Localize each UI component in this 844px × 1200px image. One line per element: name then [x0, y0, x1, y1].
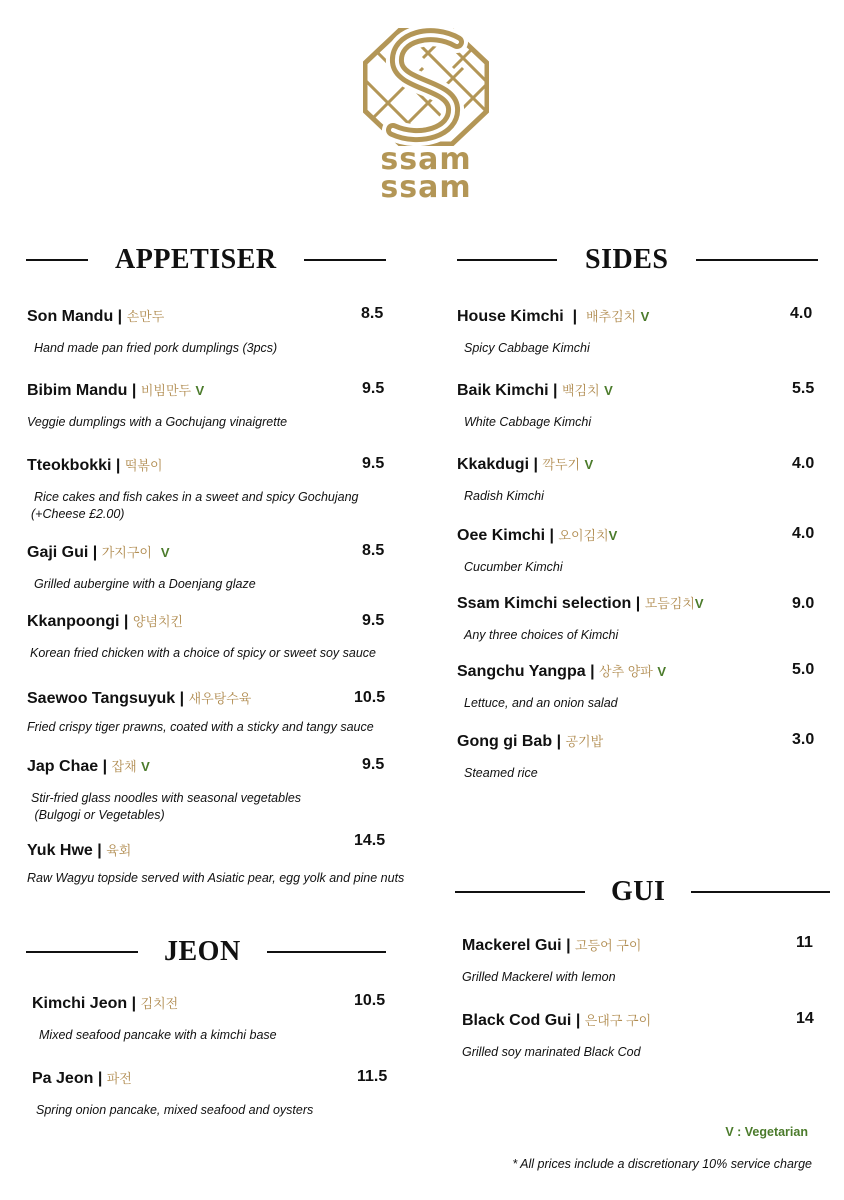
item-description: White Cabbage Kimchi [464, 415, 592, 429]
item-description: Mixed seafood pancake with a kimchi base [39, 1028, 277, 1042]
ssam-logo-icon [363, 28, 489, 146]
item-description: Fried crispy tiger prawns, coated with a sticky and tangy sauce [27, 720, 374, 734]
menu-item-gong-gi-bab [457, 731, 603, 782]
item-description: Any three choices of Kimchi [464, 628, 619, 642]
separator: | [179, 690, 185, 707]
gui-heading [455, 876, 830, 908]
item-price: 14.5 [354, 832, 386, 849]
brand-line-1: ssam [380, 142, 472, 177]
jeon-title: JEON [164, 936, 241, 967]
separator: | [115, 457, 121, 474]
vegetarian-mark: V [195, 383, 205, 398]
item-description: Hand made pan fried pork dumplings (3pcs) [34, 341, 278, 355]
menu-item-pa-jeon [32, 1068, 313, 1119]
item-name: Kimchi Jeon [32, 995, 128, 1012]
menu-item-tteokbokki [27, 455, 358, 523]
divider [26, 951, 138, 953]
item-description: Grilled aubergine with a Doenjang glaze [34, 577, 256, 591]
appetiser-heading [26, 244, 386, 276]
item-price: 8.5 [361, 305, 384, 322]
item-price: 9.5 [362, 756, 385, 773]
item-price: 9.5 [362, 612, 385, 629]
item-price: 3.0 [792, 731, 815, 748]
korean-name: 백김치 [561, 383, 600, 398]
item-price: 14 [796, 1010, 814, 1027]
item-description: Rice cakes and fish cakes in a sweet and spicy Gochujang [34, 490, 359, 504]
item-description: Raw Wagyu topside served with Asiatic pear, egg yolk and pine nuts [27, 871, 405, 885]
vegetarian-mark: V [584, 457, 594, 472]
brand-line-2: ssam [380, 170, 472, 205]
item-price: 9.5 [362, 380, 385, 397]
item-price: 11.5 [357, 1068, 388, 1085]
item-name: Kkanpoongi [27, 613, 120, 630]
item-name: Sangchu Yangpa [457, 663, 586, 680]
menu-item-black-cod-gui [462, 1010, 651, 1061]
korean-name: 은대구 구이 [584, 1013, 652, 1028]
sides-heading [457, 244, 818, 276]
korean-name: 김치전 [140, 996, 179, 1011]
separator: | [131, 995, 137, 1012]
service-charge-note: * All prices include a discretionary 10% service charge [512, 1157, 812, 1171]
menu-item-bibim-mandu [27, 380, 287, 431]
separator: | [92, 544, 98, 561]
item-description: Lettuce, and an onion salad [464, 696, 618, 710]
item-name: Kkakdugi [457, 456, 530, 473]
menu-item-oee-kimchi [457, 525, 617, 576]
korean-name: 양념치킨 [132, 614, 184, 629]
item-price: 4.0 [792, 525, 815, 542]
item-description: Spicy Cabbage Kimchi [464, 341, 590, 355]
korean-name: 상추 양파 [599, 664, 653, 679]
menu-item-yuk-hwe [27, 840, 404, 887]
item-description: Grilled Mackerel with lemon [462, 970, 616, 984]
item-name: Son Mandu [27, 308, 114, 325]
item-price: 10.5 [354, 689, 386, 706]
separator: | [123, 613, 129, 630]
item-description: Korean fried chicken with a choice of spicy or sweet soy sauce [30, 646, 377, 660]
item-name: Tteokbokki [27, 457, 112, 474]
item-name: Baik Kimchi [457, 382, 549, 399]
korean-name: 고등어 구이 [575, 938, 642, 953]
korean-name: 가지구이 [101, 545, 152, 560]
korean-name: 비빔만두 [140, 383, 192, 398]
item-price: 11 [796, 934, 813, 951]
item-description: Veggie dumplings with a Gochujang vinaigrette [27, 415, 288, 429]
item-name: Gong gi Bab [457, 733, 553, 750]
menu-item-mackerel-gui [462, 935, 641, 986]
item-price: 9.0 [792, 595, 815, 612]
separator: | [572, 308, 578, 325]
separator: | [553, 382, 558, 399]
vegetarian-mark: V [608, 528, 618, 543]
divider [455, 891, 585, 893]
vegetarian-mark: V [160, 545, 170, 560]
menu-item-house-kimchi [457, 306, 649, 357]
separator: | [635, 595, 641, 612]
item-description-extra: (Bulgogi or Vegetables) [31, 808, 165, 822]
menu-item-baik-kimchi [457, 380, 613, 431]
korean-name: 새우탕수육 [188, 691, 252, 706]
divider [696, 259, 818, 261]
item-name: Jap Chae [27, 758, 99, 775]
menu-item-ssam-kimchi-selection [457, 593, 704, 644]
item-name: Yuk Hwe [27, 842, 93, 859]
appetiser-title: APPETISER [115, 244, 277, 275]
ssam-logo [362, 28, 490, 208]
item-price: 9.5 [362, 455, 385, 472]
item-description: Spring onion pancake, mixed seafood and oysters [36, 1103, 314, 1117]
korean-name: 떡볶이 [124, 458, 163, 473]
menu-item-kkakdugi [457, 454, 593, 505]
item-price: 8.5 [362, 542, 385, 559]
item-price: 4.0 [790, 305, 813, 322]
sides-title: SIDES [585, 244, 669, 275]
item-name: Oee Kimchi [457, 527, 546, 544]
item-description: Radish Kimchi [464, 489, 544, 503]
divider [26, 259, 88, 261]
separator: | [590, 663, 595, 680]
separator: | [533, 456, 538, 473]
vegetarian-mark: V [604, 383, 613, 398]
vegetarian-mark: V [141, 759, 150, 774]
vegetarian-legend: V : Vegetarian [725, 1125, 808, 1139]
korean-name: 오이김치 [558, 528, 609, 543]
divider [304, 259, 386, 261]
item-price: 5.0 [792, 661, 815, 678]
item-description: Steamed rice [464, 766, 538, 780]
korean-name: 깍두기 [542, 457, 581, 472]
item-name: Gaji Gui [27, 544, 89, 561]
separator: | [556, 733, 562, 750]
menu-item-kkanpoongi [27, 611, 376, 662]
menu-item-sangchu-yangpa [457, 661, 666, 712]
separator: | [117, 308, 123, 325]
vegetarian-mark: V [640, 309, 650, 324]
item-name: Pa Jeon [32, 1070, 94, 1087]
korean-name: 육회 [106, 843, 132, 858]
item-description: Cucumber Kimchi [464, 560, 563, 574]
item-name: Ssam Kimchi selection [457, 595, 632, 612]
item-price: 4.0 [792, 455, 815, 472]
separator: | [97, 1070, 103, 1087]
korean-name: 잡채 [111, 759, 137, 774]
item-description: Grilled soy marinated Black Cod [462, 1045, 641, 1059]
vegetarian-mark: V [694, 596, 704, 611]
item-name: Mackerel Gui [462, 937, 562, 954]
separator: | [549, 527, 554, 544]
item-name: Saewoo Tangsuyuk [27, 690, 176, 707]
separator: | [97, 842, 102, 859]
menu-item-son-mandu [27, 306, 277, 357]
separator: | [575, 1012, 581, 1029]
divider [267, 951, 386, 953]
korean-name: 손만두 [126, 309, 165, 324]
menu-item-gaji-gui [27, 542, 256, 593]
korean-name: 공기밥 [565, 734, 604, 749]
menu-item-saewoo-tangsuyuk [27, 688, 374, 736]
divider [691, 891, 830, 893]
item-description: Stir-fried glass noodles with seasonal vegetables [31, 791, 302, 805]
separator: | [102, 758, 108, 775]
item-price: 10.5 [354, 992, 386, 1009]
item-name: House Kimchi [457, 308, 564, 325]
korean-name: 모듬김치 [644, 596, 695, 611]
separator: | [131, 382, 137, 399]
vegetarian-mark: V [657, 664, 666, 679]
item-description-extra: (+Cheese £2.00) [31, 507, 125, 521]
menu-item-jap-chae [27, 756, 301, 824]
menu-item-kimchi-jeon [32, 993, 277, 1044]
jeon-heading [26, 936, 386, 968]
korean-name: 배추김치 [585, 309, 637, 324]
separator: | [566, 937, 571, 954]
item-name: Black Cod Gui [462, 1012, 572, 1029]
item-name: Bibim Mandu [27, 382, 128, 399]
item-price: 5.5 [792, 380, 815, 397]
gui-title: GUI [611, 876, 666, 907]
divider [457, 259, 557, 261]
korean-name: 파전 [106, 1071, 132, 1086]
